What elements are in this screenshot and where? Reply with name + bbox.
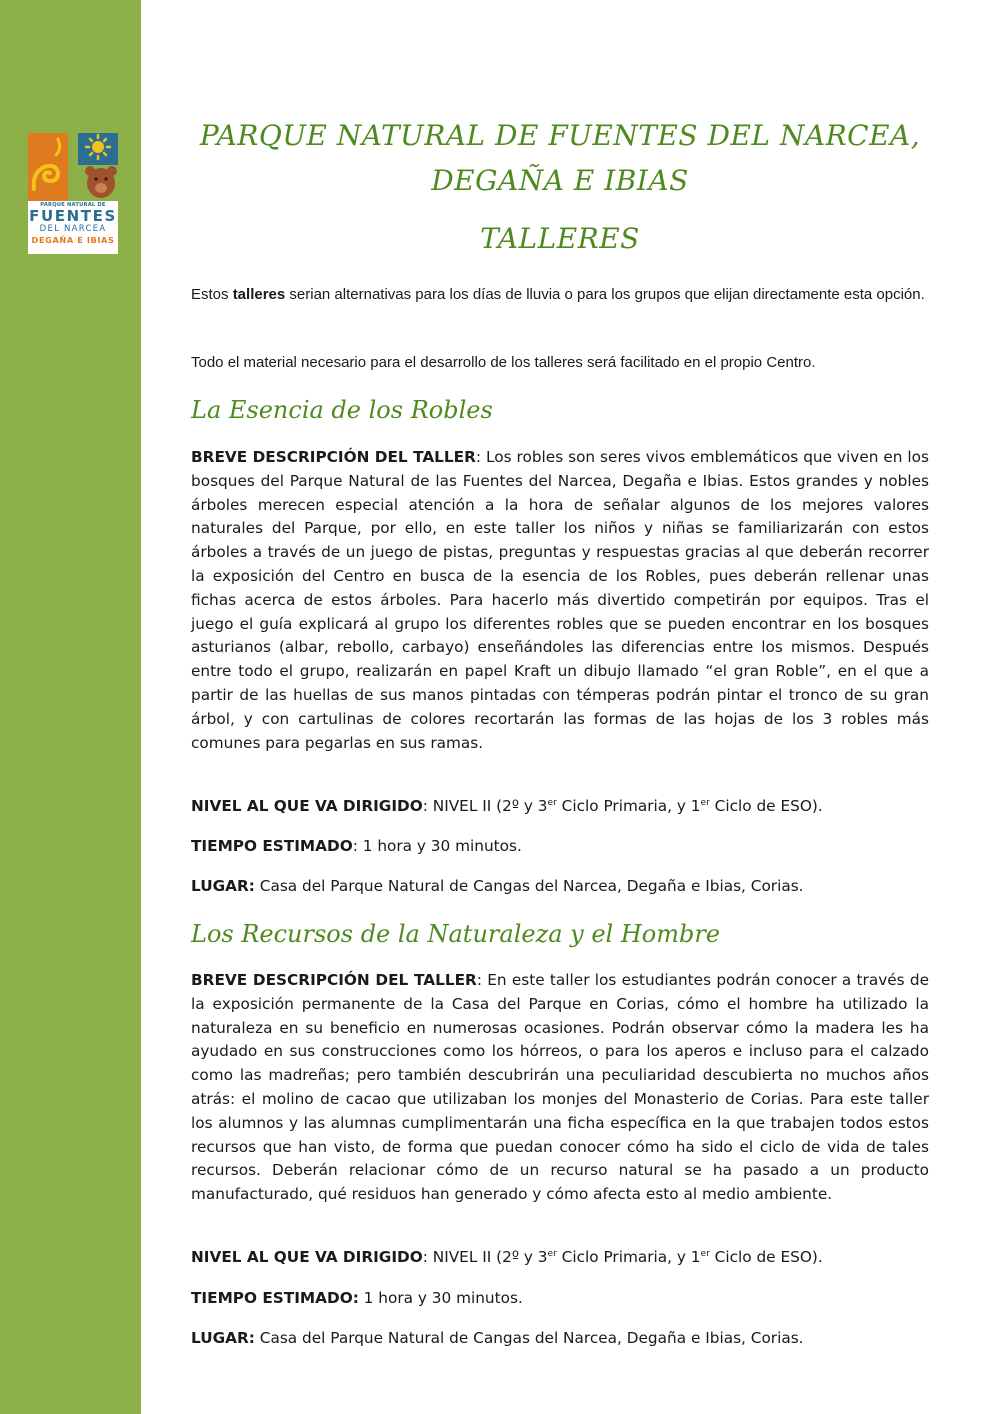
intro-paragraph-2: Todo el material necesario para el desarrollo de los talleres será facilitado en el propio Centro. xyxy=(191,354,816,371)
time-text: 1 hora y 30 minutos. xyxy=(358,1289,523,1307)
workshop-1-time xyxy=(191,835,929,859)
desc-text: : En este taller los estudiantes podrán conocer a través de la exposición permanente de la Casa del Parque en Corias, cómo el hombre ha utilizado la naturaleza en su beneficio en numerosas ocasiones. Podrán observar cómo la madera les ha ayudado en sus construcciones como los hórreos, o para los aperos e incluso para el calzado como las madreñas; pero también descubrirán una peculiaridad descubierta no muchos años atrás: el molino de cacao que utilizaban los monjes del Monasterio de Corias. Para este taller los alumnos y las alumnas cumplimentarán una ficha específica en la que trabajen todos estos recursos que han visto, de forma que puedan conocer cómo ha sido el ciclo de vida de tales recursos. Deberán relacionar cómo de un recurso natural se ha pasado a un producto manufacturado, qué residuos han generado y cómo afecta esto al medio ambiente. xyxy=(191,971,930,1204)
time-label: TIEMPO ESTIMADO: xyxy=(191,1289,359,1307)
page-title-line-2: DEGAÑA E IBIAS xyxy=(431,164,689,197)
park-logo xyxy=(28,133,118,254)
page-subtitle: TALLERES xyxy=(480,222,640,255)
page-title-line-1: PARQUE NATURAL DE FUENTES DEL NARCEA, xyxy=(199,119,921,152)
level-text: Ciclo de ESO). xyxy=(709,1248,823,1266)
level-sup: er xyxy=(547,797,557,808)
level-sup: er xyxy=(700,1248,710,1259)
workshop-1-level xyxy=(191,795,929,819)
intro-paragraph-1 xyxy=(191,283,929,307)
time-label: TIEMPO ESTIMADO xyxy=(191,837,353,855)
place-text: Casa del Parque Natural de Cangas del Narcea, Degaña e Ibias, Corias. xyxy=(254,1329,804,1347)
intro-text-2: serian alternativas para los días de lluvia o para los grupos que elijan directamente esta opción. xyxy=(285,286,925,303)
workshop-1-place xyxy=(191,875,929,899)
intro-bold: talleres xyxy=(232,286,286,303)
workshop-2-level xyxy=(191,1246,929,1270)
logo-line-4: DEGAÑA E IBIAS xyxy=(31,234,115,245)
workshop-2-title: Los Recursos de la Naturaleza y el Hombre xyxy=(191,920,721,948)
workshop-2-place xyxy=(191,1327,929,1351)
logo-line-2: FUENTES xyxy=(29,207,117,226)
level-text: Ciclo de ESO). xyxy=(709,797,823,815)
level-text: : NIVEL II (2º y 3 xyxy=(422,797,548,815)
time-text: : 1 hora y 30 minutos. xyxy=(352,837,522,855)
level-text: : NIVEL II (2º y 3 xyxy=(422,1248,548,1266)
park-logo-icon xyxy=(28,133,118,201)
logo-line-3: DEL NARCEA xyxy=(39,224,107,235)
workshop-2-time xyxy=(191,1287,929,1311)
workshop-2-description xyxy=(191,969,929,1207)
workshop-1-title: La Esencia de los Robles xyxy=(191,396,493,424)
level-label: NIVEL AL QUE VA DIRIGIDO xyxy=(191,1248,423,1266)
intro-text: Estos xyxy=(191,286,233,303)
place-text: Casa del Parque Natural de Cangas del Narcea, Degaña e Ibias, Corias. xyxy=(254,877,804,895)
desc-label: BREVE DESCRIPCIÓN DEL TALLER xyxy=(191,971,477,989)
level-label: NIVEL AL QUE VA DIRIGIDO xyxy=(191,797,423,815)
workshop-1-description xyxy=(191,446,929,755)
desc-label: BREVE DESCRIPCIÓN DEL TALLER xyxy=(191,448,476,466)
level-sup: er xyxy=(700,797,710,808)
level-text: Ciclo Primaria, y 1 xyxy=(556,1248,701,1266)
desc-text: : Los robles son seres vivos emblemáticos que viven en los bosques del Parque Natural de las Fuentes del Narcea, Degaña e Ibias. Estos grandes y nobles árboles merecen especial atención a la hora de señalar algunos de los mejores valores naturales del Parque, por ello, en este taller los niños y niñas se familiarizarán con estos árboles a través de un juego de pistas, preguntas y respuestas gracias al que deberán recorrer la exposición del Centro en busca de la esencia de los Robles, pues deberán rellenar unas fichas acerca de estos árboles. Para hacerlo más divertido competirán por equipos. Tras el juego el guía explicará al grupo los diferentes robles que se pueden encontrar en los bosques asturianos (albar, rebollo, carbayo) enseñándoles las diferencias entre los mismos. Después entre todo el grupo, realizarán en papel Kraft un dibujo llamado “el gran Roble”, en el que a partir de las huellas de sus manos pintadas con témperas podrán pintar el tronco de su gran árbol, y con cartulinas de colores recortarán las formas de las hojas de los 3 robles más comunes para pegarlas en sus ramas. xyxy=(191,448,930,752)
level-text: Ciclo Primaria, y 1 xyxy=(556,797,701,815)
place-label: LUGAR: xyxy=(191,1329,255,1347)
place-label: LUGAR: xyxy=(191,877,255,895)
logo-line-1: PARQUE NATURAL DE xyxy=(40,202,106,208)
level-sup: er xyxy=(547,1248,557,1259)
